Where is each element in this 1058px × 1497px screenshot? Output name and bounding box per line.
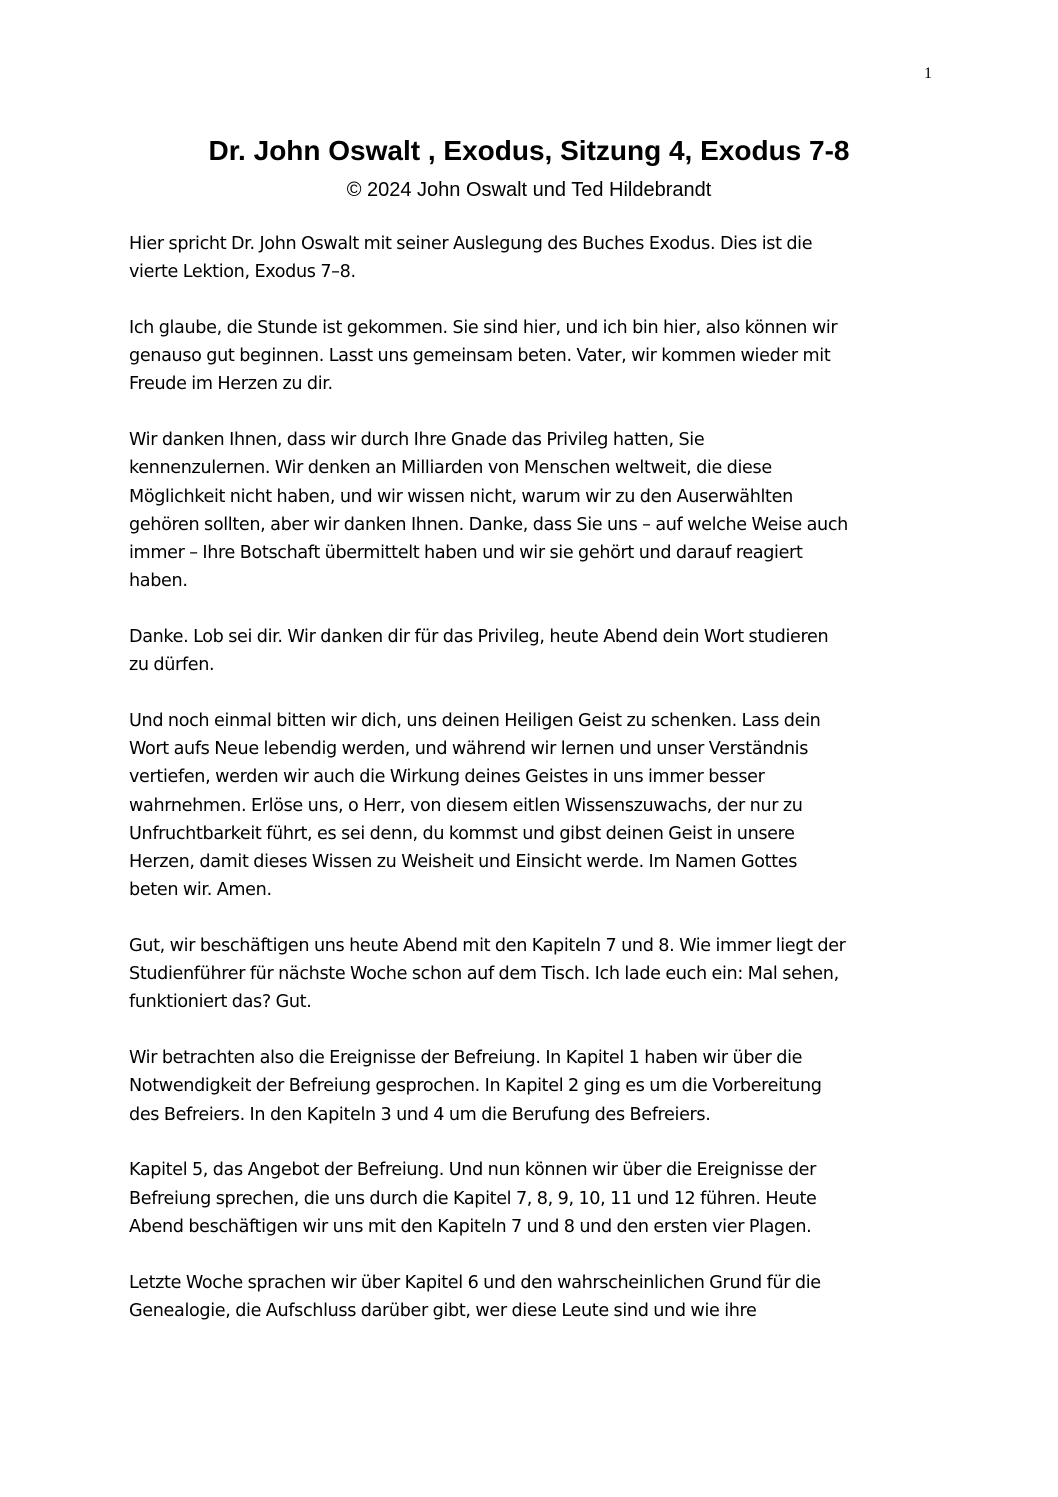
text-line: vierte Lektion, Exodus 7–8.	[129, 262, 356, 283]
text-line: Studienführer für nächste Woche schon auf dem Tisch. Ich lade euch ein: Mal sehen,	[129, 964, 839, 985]
text-line: haben.	[129, 571, 188, 592]
text-line: beten wir. Amen.	[129, 880, 272, 901]
text-line: Unfruchtbarkeit führt, es sei denn, du kommst und gibst deinen Geist in unsere	[129, 823, 795, 844]
paragraph	[129, 1044, 939, 1129]
text-line: Wort aufs Neue lebendig werden, und während wir lernen und unser Verständnis	[129, 739, 809, 760]
text-line: Letzte Woche sprachen wir über Kapitel 6 und den wahrscheinlichen Grund für die	[129, 1272, 821, 1293]
paragraph	[129, 1156, 939, 1241]
text-line: Abend beschäftigen wir uns mit den Kapiteln 7 und 8 und den ersten vier Plagen.	[129, 1216, 812, 1237]
text-line: immer – Ihre Botschaft übermittelt haben und wir sie gehört und darauf reagiert	[129, 543, 803, 564]
text-line: Wir betrachten also die Ereignisse der Befreiung. In Kapitel 1 haben wir über die	[129, 1048, 803, 1069]
paragraph	[129, 623, 939, 679]
paragraph	[129, 1269, 939, 1325]
text-line: Kapitel 5, das Angebot der Befreiung. Und nun können wir über die Ereignisse der	[129, 1160, 817, 1181]
paragraph	[129, 426, 939, 595]
paragraph	[129, 230, 939, 286]
text-line: zu dürfen.	[129, 655, 215, 676]
text-line: genauso gut beginnen. Lasst uns gemeinsam beten. Vater, wir kommen wieder mit	[129, 346, 831, 367]
text-line: Danke. Lob sei dir. Wir danken dir für das Privileg, heute Abend dein Wort studieren	[129, 627, 829, 648]
text-line: wahrnehmen. Erlöse uns, o Herr, von diesem eitlen Wissenszuwachs, der nur zu	[129, 795, 803, 816]
document-title: Dr. John Oswalt , Exodus, Sitzung 4, Exodus 7-8	[208, 135, 850, 166]
text-line: Genealogie, die Aufschluss darüber gibt, wer diese Leute sind und wie ihre	[129, 1300, 757, 1321]
document-subtitle: © 2024 John Oswalt und Ted Hildebrandt	[346, 179, 712, 201]
text-line: Wir danken Ihnen, dass wir durch Ihre Gnade das Privileg hatten, Sie	[129, 430, 705, 451]
text-line: Hier spricht Dr. John Oswalt mit seiner Auslegung des Buches Exodus. Dies ist die	[129, 234, 813, 254]
text-line: Ich glaube, die Stunde ist gekommen. Sie sind hier, und ich bin hier, also können wir	[129, 318, 838, 338]
paragraph	[129, 707, 939, 904]
text-line: funktioniert das? Gut.	[129, 992, 312, 1013]
document-body	[129, 230, 939, 1353]
paragraph	[129, 932, 939, 1017]
text-line: gehören sollten, aber wir danken Ihnen. Danke, dass Sie uns – auf welche Weise auch	[129, 514, 848, 535]
text-line: Freude im Herzen zu dir.	[129, 374, 333, 395]
text-line: vertiefen, werden wir auch die Wirkung deines Geistes in uns immer besser	[129, 767, 765, 788]
text-line: Befreiung sprechen, die uns durch die Kapitel 7, 8, 9, 10, 11 und 12 führen. Heute	[129, 1188, 817, 1209]
page-number: 1	[924, 65, 932, 82]
text-line: Gut, wir beschäftigen uns heute Abend mit den Kapiteln 7 und 8. Wie immer liegt der	[129, 936, 846, 957]
paragraph	[129, 314, 939, 399]
text-line: Notwendigkeit der Befreiung gesprochen. In Kapitel 2 ging es um die Vorbereitung	[129, 1076, 822, 1097]
text-line: Und noch einmal bitten wir dich, uns deinen Heiligen Geist zu schenken. Lass dein	[129, 711, 821, 732]
text-line: kennenzulernen. Wir denken an Milliarden von Menschen weltweit, die diese	[129, 458, 772, 479]
text-line: Herzen, damit dieses Wissen zu Weisheit und Einsicht werde. Im Namen Gottes	[129, 852, 798, 873]
text-line: des Befreiers. In den Kapiteln 3 und 4 um die Berufung des Befreiers.	[129, 1104, 711, 1125]
text-line: Möglichkeit nicht haben, und wir wissen nicht, warum wir zu den Auserwählten	[129, 486, 793, 507]
